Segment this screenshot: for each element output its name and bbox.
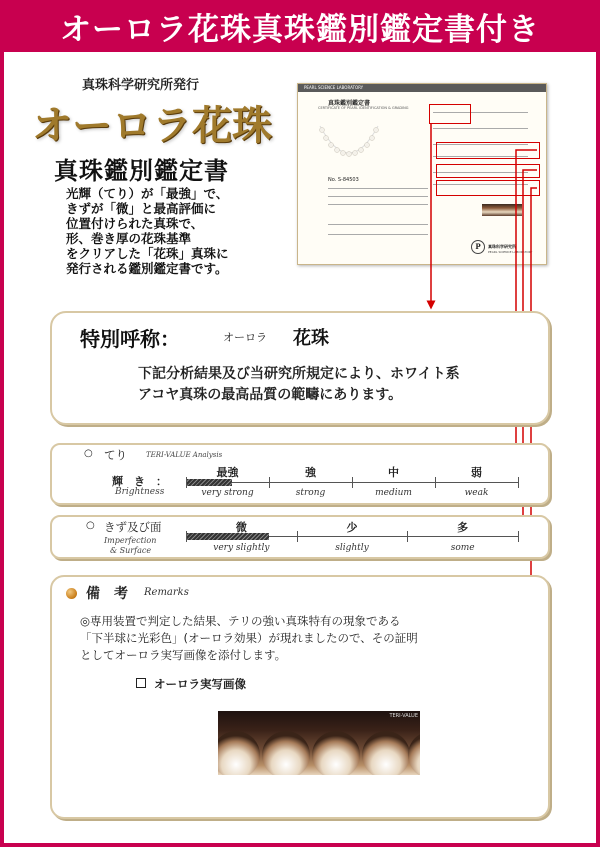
scale-value-fill <box>186 533 269 540</box>
brand-logo-text: オーロラ花珠 <box>32 102 272 149</box>
checkbox-icon <box>136 678 146 688</box>
certificate-number: No. S-84503 <box>328 177 359 183</box>
scale-tick <box>518 477 519 488</box>
highlight-box-special <box>429 104 471 124</box>
description-line: 形、巻き厚の花珠基準 <box>66 231 192 246</box>
certificate-rule <box>433 128 528 129</box>
surface-label-en: & Surface <box>110 546 152 555</box>
grade-label: 最強 <box>216 466 239 479</box>
grade-label-en: medium <box>375 488 412 498</box>
description-line: きずが「微」と最高評価に <box>66 201 217 216</box>
grade-label-en: some <box>450 543 475 553</box>
remarks-text-line: 「下半球に光彩色」(オーロラ効果）が現れましたので、その証明 <box>80 631 418 645</box>
grade-label-en: slightly <box>335 543 369 553</box>
remarks-text-line: ◎専用装置で判定した結果、テリの強い真珠特有の現象である <box>80 614 401 628</box>
highlight-box-imperfection <box>436 164 540 178</box>
special-designation-hanadama: 花珠 <box>293 328 329 349</box>
grade-label: 多 <box>457 521 469 534</box>
scale-tick <box>186 477 187 488</box>
grade-label-en: weak <box>464 488 489 498</box>
description-line: 発行される鑑別鑑定書です。 <box>66 261 228 276</box>
scale-tick <box>435 477 436 488</box>
special-designation-label: 特別呼称： <box>80 327 180 351</box>
certificate-thumbnail <box>297 83 547 265</box>
certificate-lab-name: 真珠科学研究所 <box>488 244 516 249</box>
grade-label: 少 <box>346 521 358 534</box>
grade-label: 微 <box>235 521 247 534</box>
grade-label: 中 <box>388 466 399 479</box>
certificate-rule <box>328 234 428 235</box>
pearl-necklace-image <box>314 120 384 166</box>
header-banner <box>0 0 600 52</box>
certificate-lab-name-en: PEARL SCIENCE LABORATORY <box>488 250 533 254</box>
page-title: オーロラ花珠真珠鑑別鑑定書付き <box>60 11 540 48</box>
grade-label: 弱 <box>471 466 482 479</box>
teri-subtitle: TERI-VALUE Analysis <box>146 451 223 459</box>
certificate-title: 真珠鑑別鑑定書 <box>328 100 371 107</box>
special-designation-aurora: オーロラ <box>223 331 267 344</box>
certificate-subtitle: CERTIFICATE OF PEARL IDENTIFICATION & GRADING <box>318 106 409 110</box>
brightness-label: 輝 き ： <box>112 475 167 488</box>
certificate-rule <box>328 224 428 225</box>
imperfection-label-en: Imperfection <box>104 536 157 545</box>
imperfection-box <box>50 515 550 559</box>
certificate-rule <box>328 196 428 197</box>
grade-label: 強 <box>305 466 316 479</box>
grade-label-en: strong <box>295 488 326 498</box>
brightness-label-en: Brightness <box>115 487 165 497</box>
teri-title: てり <box>104 448 127 462</box>
certificate-band-text: PEARL SCIENCE LABORATORY <box>304 85 364 90</box>
special-designation-box <box>50 311 550 425</box>
remarks-box <box>50 575 550 819</box>
certificate-photo-thumbnail <box>482 204 522 216</box>
aurora-photo-tag: TERI-VALUE <box>389 713 418 719</box>
description-line: 位置付けられた真珠で、 <box>66 216 204 231</box>
teri-bullet: ○ <box>84 448 93 459</box>
pearls-image <box>218 711 420 775</box>
aurora-photo <box>218 711 420 775</box>
scale-tick <box>186 531 187 542</box>
teri-analysis-box <box>50 443 550 505</box>
remarks-text <box>80 613 418 664</box>
laboratory-logo-icon: P <box>471 240 485 254</box>
certificate-rule <box>328 204 428 205</box>
scale-tick <box>297 531 298 542</box>
imperfection-bullet: ○ <box>86 520 95 531</box>
special-text-line: アコヤ真珠の最高品質の範疇にあります。 <box>138 387 403 403</box>
certificate-rule <box>328 188 428 189</box>
imperfection-title: きず及び面 <box>104 520 162 534</box>
grade-label-en: very strong <box>201 488 254 498</box>
description-line: 光輝（てり）が「最強」で、 <box>66 186 229 201</box>
aurora-image-label-text: オーロラ実写画像 <box>154 677 246 691</box>
scale-tick <box>269 477 270 488</box>
special-text-line: 下記分析結果及び当研究所規定により、ホワイト系 <box>138 366 460 382</box>
scale-tick <box>407 531 408 542</box>
description <box>66 186 288 276</box>
document-title: 真珠鑑別鑑定書 <box>54 157 229 185</box>
aurora-image-label <box>136 676 246 692</box>
scale-tick <box>352 477 353 488</box>
special-designation-text <box>138 364 460 406</box>
scale-value-fill <box>186 479 232 486</box>
highlight-box-teri <box>436 142 540 159</box>
remarks-text-line: としてオーロラ実写画像を添付します。 <box>80 648 287 662</box>
remarks-title: 備 考 <box>86 586 128 602</box>
highlight-box-remarks <box>436 180 540 196</box>
grade-label-en: very slightly <box>213 543 270 553</box>
issuer-label: 真珠科学研究所発行 <box>82 78 200 93</box>
remarks-bullet-icon <box>66 588 77 599</box>
scale-tick <box>518 531 519 542</box>
description-line: をクリアした「花珠」真珠に <box>66 246 229 261</box>
remarks-title-en: Remarks <box>144 587 189 598</box>
